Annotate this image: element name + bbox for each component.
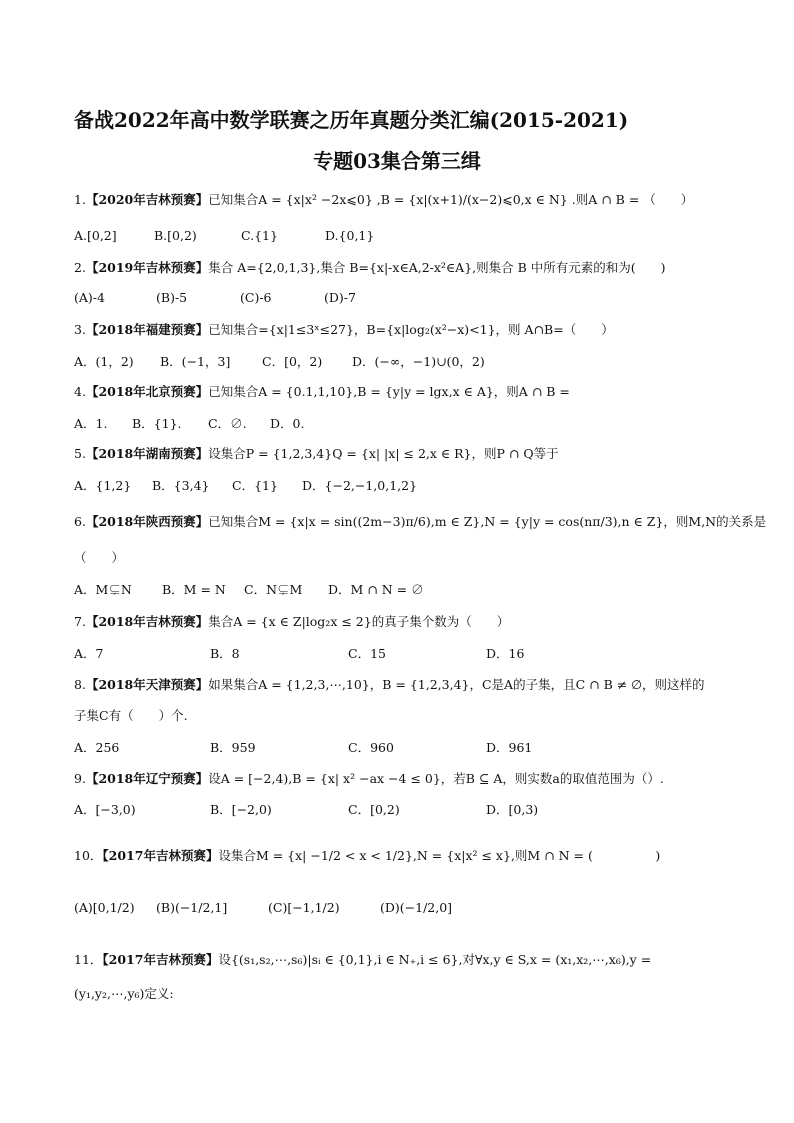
document-subtitle: 专题03集合第三缉 <box>313 149 481 173</box>
question-5: 5.【2018年湖南预赛】设集合P = {1,2,3,4}Q = {x| |x| ≤ 2,x ∈ R}，则P ∩ Q等于 <box>74 446 559 461</box>
question-3: 3.【2018年福建预赛】已知集合={x|1≤3ˣ≤27}，B={x|log₂(x²−x)<1}，则 A∩B=（ ） <box>74 322 614 337</box>
question-7: 7.【2018年吉林预赛】集合A = {x ∈ Z|log₂x ≤ 2}的真子集个数为（ ） <box>74 614 510 629</box>
document-title: 备战2022年高中数学联赛之历年真题分类汇编(2015-2021) <box>74 108 629 132</box>
question-4: 4.【2018年北京预赛】已知集合A = {0.1,1,10},B = {y|y = lgx,x ∈ A}，则A ∩ B = <box>74 384 570 399</box>
question-11-continuation: (y₁,y₂,⋯,y₆)定义: <box>74 986 174 1001</box>
question-1: 1.【2020年吉林预赛】已知集合A = {x|x² −2x⩽0} ,B = {x|(x+1)/(x−2)⩽0,x ∈ N} .则A ∩ B = （ ） <box>74 192 694 207</box>
question-6-continuation: （ ） <box>74 550 125 565</box>
question-2: 2.【2019年吉林预赛】集合 A={2,0,1,3},集合 B={x|-x∈A,2-x²∈A},则集合 B 中所有元素的和为( ) <box>74 260 666 275</box>
question-8: 8.【2018年天津预赛】如果集合A = {1,2,3,⋯,10}，B = {1,2,3,4}，C是A的子集，且C ∩ B ≠ ∅，则这样的 <box>74 677 705 692</box>
question-9: 9.【2018年辽宁预赛】设A = [−2,4),B = {x| x² −ax −4 ≤ 0}，若B ⊆ A，则实数a的取值范围为（）. <box>74 771 664 786</box>
question-6: 6.【2018年陕西预赛】已知集合M = {x|x = sin((2m−3)π/6),m ∈ Z},N = {y|y = cos(nπ/3),n ∈ Z}，则M,N的关系是 <box>74 514 767 529</box>
question-10: 10．【2017年吉林预赛】设集合M = {x| −1/2 < x < 1/2},N = {x|x² ≤ x},则M ∩ N = ( ) <box>74 848 661 863</box>
question-11: 11．【2017年吉林预赛】设{(s₁,s₂,⋯,s₆)|sᵢ ∈ {0,1},i ∈ N₊,i ≤ 6},对∀x,y ∈ S,x = (x₁,x₂,⋯,x₆),y = <box>74 952 652 967</box>
question-8-continuation: 子集C有（ ）个. <box>74 708 188 723</box>
document-page: 备战2022年高中数学联赛之历年真题分类汇编(2015-2021) 专题03集合第三缉 1.【2020年吉林预赛】已知集合A = {x|x² −2x⩽0} ,B = {x|(x+1)/(x−2)⩽0,x ∈ N} .则A ∩ B = （ ） A.[0,2] B.[0,2) C.{1} D.{0,1} 2.【2019年吉林预赛】集合 A={2,0,1,3},集合 B={x|-x∈A,2-x²∈A},则集合 B 中所有元素的和为( ) (A)-4 (B)-5 (C)-6 (D)-7 3.【2018年福建预赛】已知集合={x|1≤3ˣ≤27}，B={x|log₂(x²−x)<1}，则 A∩B=（ ） A．(1，2) B．(−1，3] C．[0，2) D．(−∞，−1)∪(0，2) 4.【2018年北京预赛】已知集合A = {0.1,1,10},B = {y|y = lgx,x ∈ A}，则A ∩ B = A．1. B．{1}. C．∅. D．0. 5.【2018年湖南预赛】设集合P = {1,2,3,4}Q = {x| |x| ≤ 2,x ∈ R}，则P ∩ Q等于 A．{1,2} B．{3,4} C．{1} D．{−2,−1,0,1,2} 6.【2018年陕西预赛】已知集合M = {x|x = sin((2m−3)π/6),m ∈ Z},N = {y|y = cos(nπ/3),n ∈ Z}，则M,N的关系是 （ ） A．M⊊N B．M = N C．N⊊M D．M ∩ N = ∅ 7.【2018年吉林预赛】集合A = {x ∈ Z|log₂x ≤ 2}的真子集个数为（ ） A．7 B．8 C．15 D．16 8.【2018年天津预赛】如果集合A = {1,2,3,⋯,10}，B = {1,2,3,4}，C是A的子集，且C ∩ B ≠ ∅，则这样的 子集C有（ ）个. A．256 B．959 C．960 D．961 9.【2018年辽宁预赛】设A = [−2,4),B = {x| x² −ax −4 ≤ 0}，若B ⊆ A，则实数a的取值范围为（）. A．[−3,0) B．[−2,0) C．[0,2) D．[0,3) 10．【2017年吉林预赛】设集合M = {x| −1/2 < x < 1/2},N = {x|x² ≤ x},则M ∩ N = ( ) (A)[0,1/2) (B)(−1/2,1] (C)[−1,1/2) (D)(−1/2,0] 11．【2017年吉林预赛】设{(s₁,s₂,⋯,s₆)|sᵢ ∈ {0,1},i ∈ N₊,i ≤ 6},对∀x,y ∈ S,x = (x₁,x₂,⋯,x₆),y = (y₁,y₂,⋯,y₆)定义: <box>0 0 794 1123</box>
